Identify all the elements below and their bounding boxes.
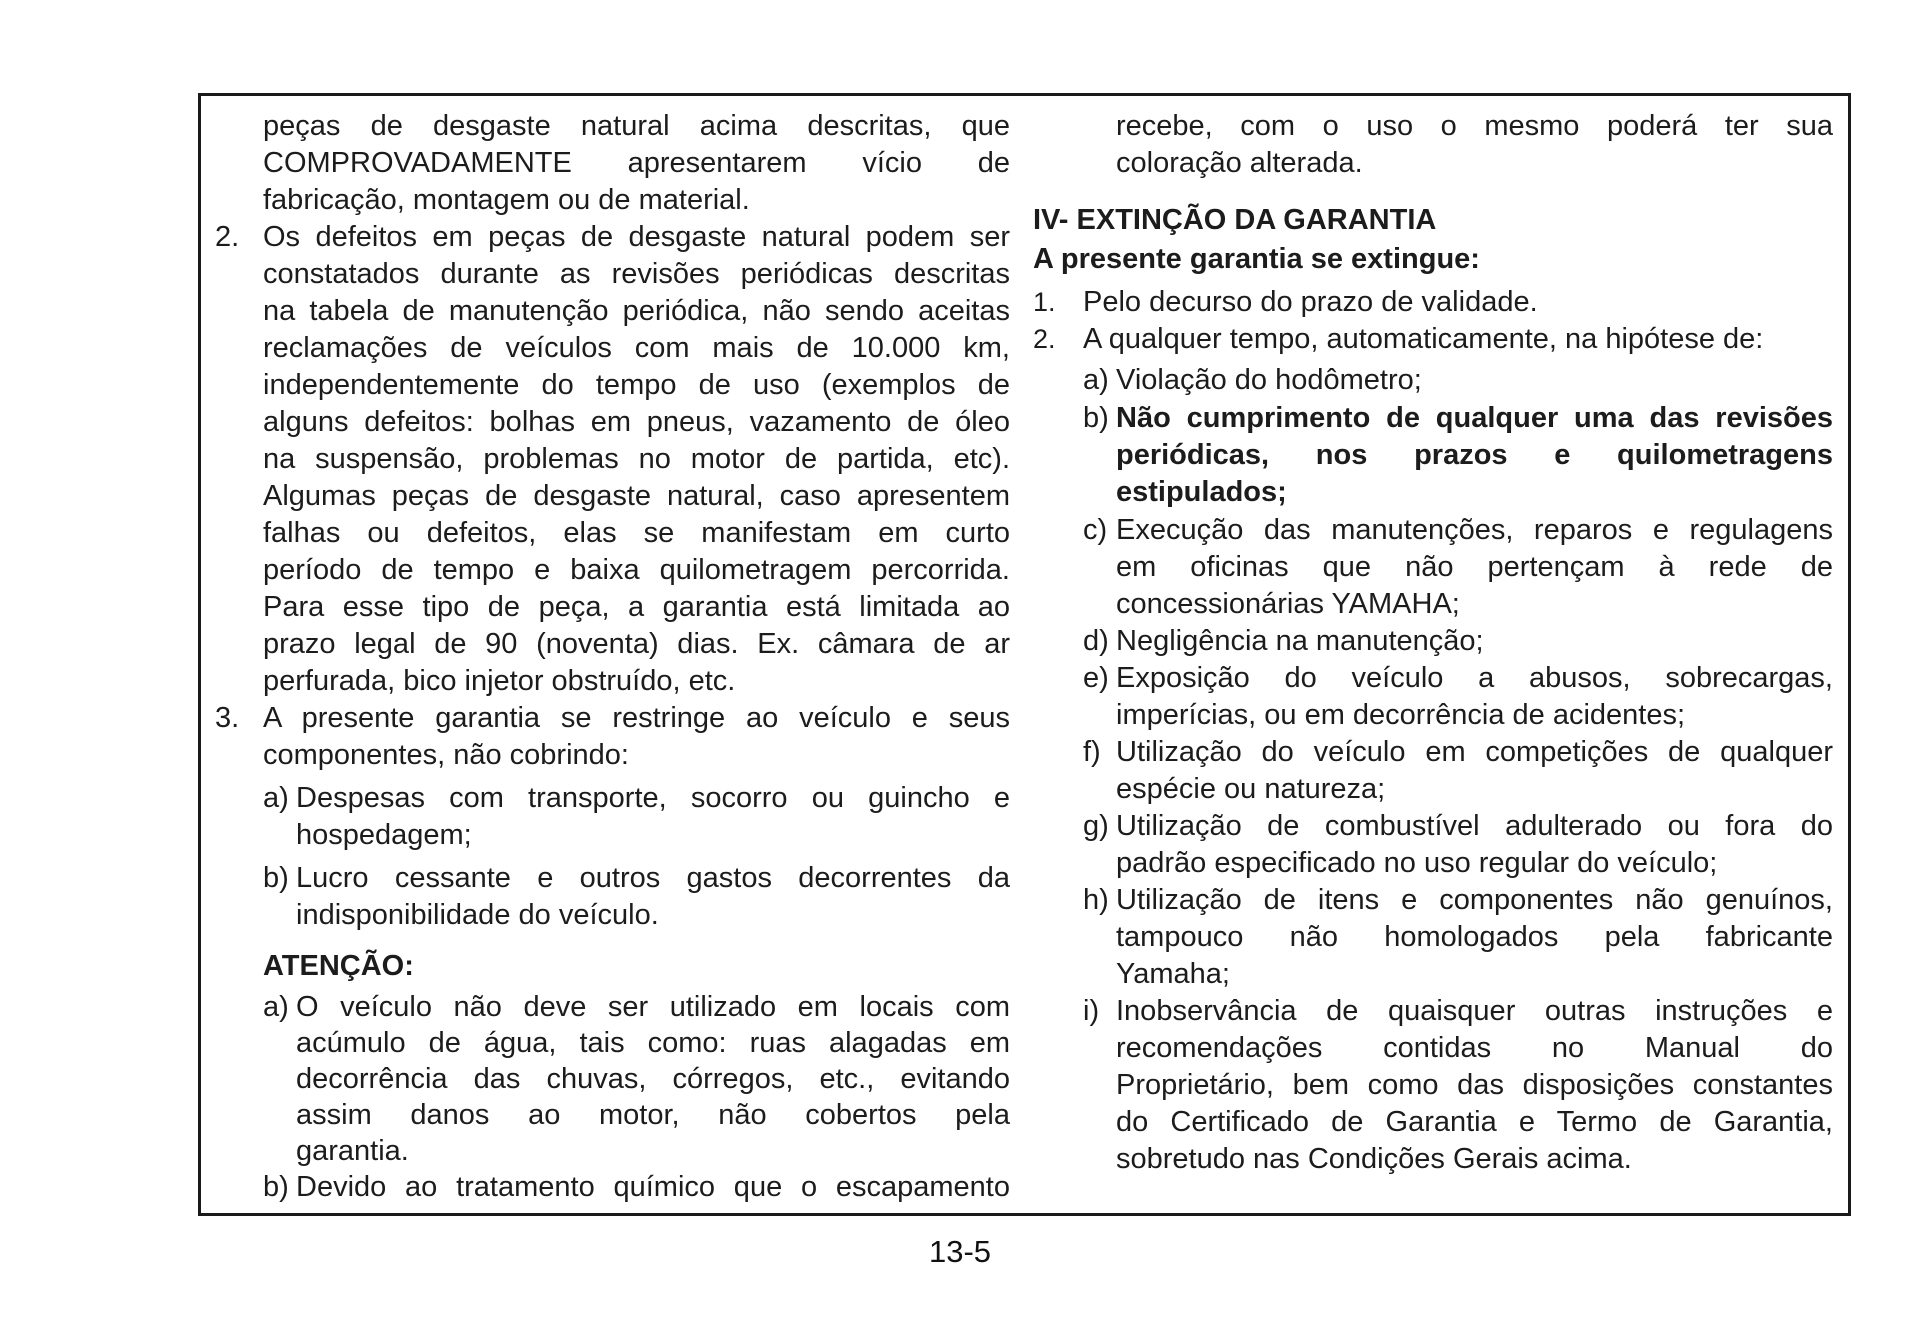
list-item-1: [1033, 284, 1833, 321]
text-line: hospedagem;: [296, 819, 472, 851]
item-number: 1.: [1033, 287, 1056, 317]
text-line: perfurada, bico injetor obstruído, etc.: [263, 665, 736, 697]
list-subitem: [1033, 734, 1833, 808]
list-subitem: [215, 1169, 1010, 1205]
list-subitem: [1033, 808, 1833, 882]
text-line: Os defeitos em peças de desgaste natural podem ser: [263, 221, 1010, 253]
list-subitem: [1033, 882, 1833, 993]
text-line: Violação do hodômetro;: [1116, 364, 1422, 396]
attention-heading: ATENÇÃO:: [263, 950, 414, 982]
text-line: Lucro cessante e outros gastos decorrentes da: [296, 862, 1010, 894]
text-line: decorrência das chuvas, córregos, etc., evitando: [296, 1063, 1010, 1095]
text-line: independentemente do tempo de uso (exemplos de: [263, 369, 1010, 401]
list-item-2: [215, 219, 1010, 700]
text-line: Negligência na manutenção;: [1116, 625, 1484, 657]
text-line: acúmulo de água, tais como: ruas alagadas em: [296, 1027, 1010, 1059]
continuation-paragraph: [1116, 108, 1833, 182]
list-subitem: [1033, 660, 1833, 734]
text-line: prazo legal de 90 (noventa) dias. Ex. câmara de ar: [263, 628, 1010, 660]
text-line: assim danos ao motor, não cobertos pela: [296, 1099, 1010, 1131]
text-line: período de tempo e baixa quilometragem percorrida.: [263, 554, 1010, 586]
subitem-label: d): [1083, 625, 1109, 657]
text-line: padrão especificado no uso regular do veículo;: [1116, 847, 1718, 879]
subitem-label: g): [1083, 810, 1109, 842]
subitem-label: a): [1083, 364, 1109, 396]
text-line: Utilização de itens e componentes não genuínos,: [1116, 884, 1833, 916]
list-subitem: [1033, 400, 1833, 511]
text-line: Yamaha;: [1116, 958, 1230, 990]
text-line: indisponibilidade do veículo.: [296, 899, 659, 931]
page-number: 13-5: [928, 1234, 992, 1269]
text-line: periódicas, nos prazos e quilometragens: [1116, 439, 1833, 471]
text-line: componentes, não cobrindo:: [263, 739, 629, 771]
text-line: Proprietário, bem como das disposições constantes: [1116, 1069, 1833, 1101]
text-line: garantia.: [296, 1135, 409, 1167]
right-column: [1033, 108, 1833, 1178]
list-subitem: [215, 860, 1010, 934]
text-line: Para esse tipo de peça, a garantia está limitada ao: [263, 591, 1010, 623]
section-title: IV- EXTINÇÃO DA GARANTIA: [1033, 204, 1437, 236]
item-number: 2.: [215, 221, 240, 253]
subitem-label: i): [1083, 995, 1100, 1027]
text-line: sobretudo nas Condições Gerais acima.: [1116, 1143, 1632, 1175]
text-line: imperícias, ou em decorrência de acidentes;: [1116, 699, 1686, 731]
list-subitem: [215, 780, 1010, 854]
text-line: A presente garantia se restringe ao veículo e seus: [263, 702, 1010, 734]
left-column: [215, 108, 1010, 1205]
item-number: 2.: [1033, 324, 1056, 354]
text-line: recebe, com o uso o mesmo poderá ter sua: [1116, 110, 1833, 142]
text-line: Utilização do veículo em competições de qualquer: [1116, 736, 1833, 768]
text-line: Algumas peças de desgaste natural, caso apresentem: [263, 480, 1010, 512]
text-line: coloração alterada.: [1116, 147, 1363, 179]
text-line: fabricação, montagem ou de material.: [263, 184, 750, 216]
text-line: espécie ou natureza;: [1116, 773, 1386, 805]
subitem-label: c): [1083, 514, 1108, 546]
text-line: recomendações contidas no Manual do: [1116, 1032, 1833, 1064]
text-line: do Certificado de Garantia e Termo de Garantia,: [1116, 1106, 1833, 1138]
text-line: Não cumprimento de qualquer uma das revisões: [1116, 402, 1833, 434]
text-line: reclamações de veículos com mais de 10.000 km,: [263, 332, 1010, 364]
text-line: Inobservância de quaisquer outras instruções e: [1116, 995, 1833, 1027]
text-line: tampouco não homologados pela fabricante: [1116, 921, 1833, 953]
subitem-label: b): [263, 862, 289, 894]
text-line: Utilização de combustível adulterado ou fora do: [1116, 810, 1833, 842]
section-subtitle: A presente garantia se extingue:: [1033, 243, 1480, 275]
list-subitem: [1033, 362, 1833, 399]
subitem-label: b): [263, 1171, 289, 1203]
text-line: Despesas com transporte, socorro ou guincho e: [296, 782, 1010, 814]
text-line: peças de desgaste natural acima descritas, que: [263, 110, 1010, 142]
text-line: falhas ou defeitos, elas se manifestam em curto: [263, 517, 1010, 549]
list-subitem: [215, 989, 1010, 1169]
text-line: Exposição do veículo a abusos, sobrecargas,: [1116, 662, 1833, 694]
text-line: Execução das manutenções, reparos e regulagens: [1116, 514, 1833, 546]
subitem-label: a): [263, 991, 289, 1023]
text-line: O veículo não deve ser utilizado em locais com: [296, 991, 1010, 1023]
subitem-label: f): [1083, 736, 1101, 768]
text-line: COMPROVADAMENTE apresentarem vício de: [263, 147, 1010, 179]
text-line: A qualquer tempo, automaticamente, na hipótese de:: [1083, 323, 1764, 355]
subitem-label: b): [1083, 402, 1109, 434]
text-line: Devido ao tratamento químico que o escapamento: [296, 1171, 1010, 1203]
subitem-label: a): [263, 782, 289, 814]
text-line: concessionárias YAMAHA;: [1116, 588, 1460, 620]
text-line: em oficinas que não pertençam à rede de: [1116, 551, 1833, 583]
list-item-3: [215, 700, 1010, 774]
item-number: 3.: [215, 702, 240, 734]
text-line: constatados durante as revisões periódicas descritas: [263, 258, 1010, 290]
text-line: alguns defeitos: bolhas em pneus, vazamento de óleo: [263, 406, 1010, 438]
list-subitem: [1033, 512, 1833, 623]
list-subitem: [1033, 993, 1833, 1178]
text-line: na tabela de manutenção periódica, não sendo aceitas: [263, 295, 1010, 327]
text-line: Pelo decurso do prazo de validade.: [1083, 286, 1538, 318]
list-subitem: [1033, 623, 1833, 660]
subitem-label: h): [1083, 884, 1109, 916]
text-line: na suspensão, problemas no motor de partida, etc).: [263, 443, 1010, 475]
list-item-2: [1033, 321, 1833, 358]
text-line: estipulados;: [1116, 476, 1287, 508]
intro-paragraph: [263, 108, 1010, 219]
subitem-label: e): [1083, 662, 1109, 694]
